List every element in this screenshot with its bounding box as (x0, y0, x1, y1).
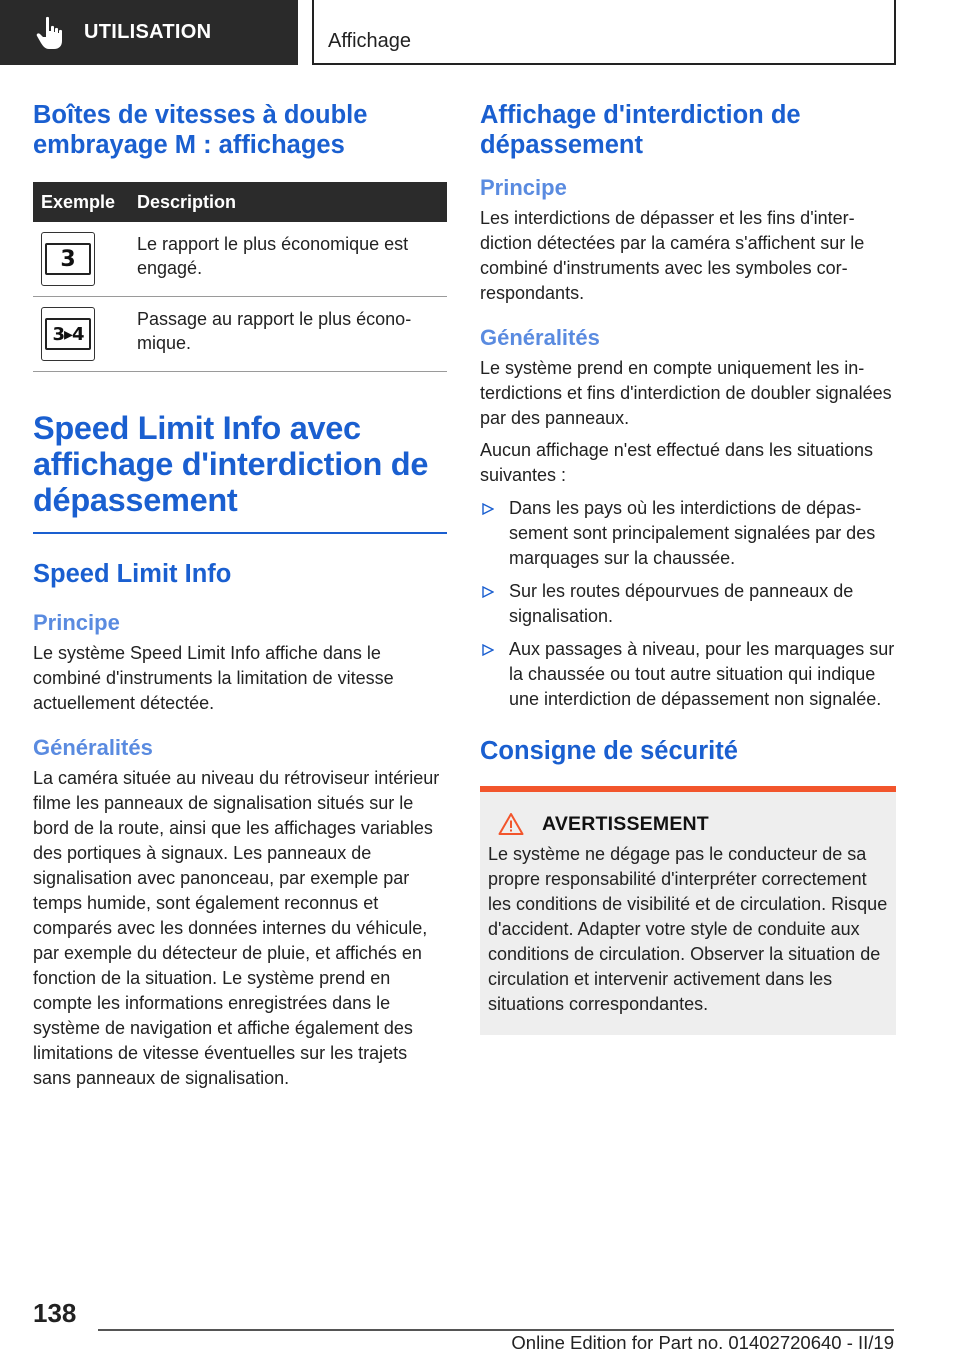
generalites-text: Le système prend en compte uniquement les interdictions et fins d'interdiction de doubler signalées par des panneaux. (480, 358, 892, 428)
gear-display-table (33, 182, 447, 372)
section-label: UTILISATION (84, 21, 212, 43)
principe-text: Le système Speed Limit Info affiche dans le combiné d'instruments la limitation de vitesse actuellement détectée. (33, 643, 394, 713)
main-heading: Speed Limit Info avec affichage d'interdiction de dépassement (33, 410, 429, 518)
principe-heading: Principe (480, 175, 567, 200)
list-item (480, 496, 896, 571)
table-cell-description: Le rapport le plus économique est engagé. (137, 234, 409, 278)
right-column (480, 100, 896, 1035)
page-number: 138 (33, 1298, 77, 1328)
speed-limit-info-heading: Speed Limit Info (33, 560, 232, 588)
left-column (33, 100, 449, 1091)
triangle-bullet-icon (482, 644, 494, 656)
table-cell-example (33, 222, 131, 297)
warning-box (480, 786, 896, 1035)
principe-text: Les interdictions de dépasser et les fins d'interdiction détectées par la caméra s'affichent sur le combiné d'instruments avec les symboles correspondants. (480, 208, 865, 303)
heading-rule (33, 532, 447, 534)
warning-label: AVERTISSEMENT (542, 812, 709, 835)
column-header-example: Exemple (41, 191, 116, 212)
section-tab (0, 0, 298, 65)
generalites-heading: Généralités (480, 325, 600, 350)
hand-pointer-icon (30, 13, 70, 53)
gearbox-heading: Boîtes de vitesses à double embrayage M : affichages (33, 101, 368, 159)
generalites-text: La caméra située au niveau du rétroviseur intérieur filme les panneaux de signalisation situés sur le bord de la route, ainsi que les affichages variables des portiques à signaux. Les panneaux de signalisation avec panonceau, par exemple par temps humide, sont également reconnus et comparés avec les données internes du véhicule, par exemple du détecteur de pluie, et affichés en fonction de la situation. Le système prend en compte les informations enregistrées dans le système de navigation et affiche également des limitations de vitesse éventuelles sur les trajets sans panneaux de signalisation. (33, 768, 440, 1088)
list-item (480, 579, 896, 629)
list-item-text: Aux passages à niveau, pour les marquages sur la chaussée ou tout autre situation qui indique une interdiction de dépassement non signalée. (509, 639, 895, 709)
generalites-heading: Généralités (33, 735, 153, 760)
edition-text: Online Edition for Part no. 01402720640 - II/19 (511, 1332, 894, 1353)
breadcrumb-label: Affichage (328, 30, 412, 52)
warning-text: Le système ne dégage pas le conducteur de sa propre responsabilité d'interpréter correctement les conditions de visibilité et de circulation. Risque d'accident. Adapter votre style de conduite aux conditions de circulation. Observer la situation de circulation et intervenir activement dans les situations correspondantes. (488, 844, 888, 1014)
safety-heading: Consigne de sécurité (480, 737, 738, 765)
warning-title (498, 812, 888, 836)
gear-symbol: 3 (45, 243, 91, 275)
list-item-text: Sur les routes dépourvues de panneaux de signalisation. (509, 581, 854, 626)
principe-heading: Principe (33, 610, 120, 635)
table-row (33, 222, 447, 297)
table-row (33, 297, 447, 372)
warning-triangle-icon (498, 812, 524, 836)
table-header (33, 182, 447, 222)
gear-symbol: 3▸4 (45, 318, 91, 350)
breadcrumb (312, 0, 896, 65)
table-cell-example (33, 297, 131, 372)
list-item (480, 637, 896, 712)
triangle-bullet-icon (482, 586, 494, 598)
table-cell-description: Passage au rapport le plus économique. (137, 309, 412, 353)
column-header-description: Description (137, 191, 237, 212)
row-divider (33, 371, 447, 372)
gear-shift-3-to-4-icon (41, 307, 95, 361)
triangle-bullet-icon (482, 503, 494, 515)
overtaking-heading: Affichage d'interdiction de dépassement (480, 101, 801, 159)
situation-list (480, 496, 896, 712)
gear-3-icon (41, 232, 95, 286)
footer-rule (98, 1329, 894, 1331)
list-item-text: Dans les pays où les interdictions de dépassement sont principalement signalées par des marquages sur la chaussée. (509, 498, 876, 568)
no-display-text: Aucun affichage n'est effectué dans les situations suivantes : (480, 440, 874, 485)
